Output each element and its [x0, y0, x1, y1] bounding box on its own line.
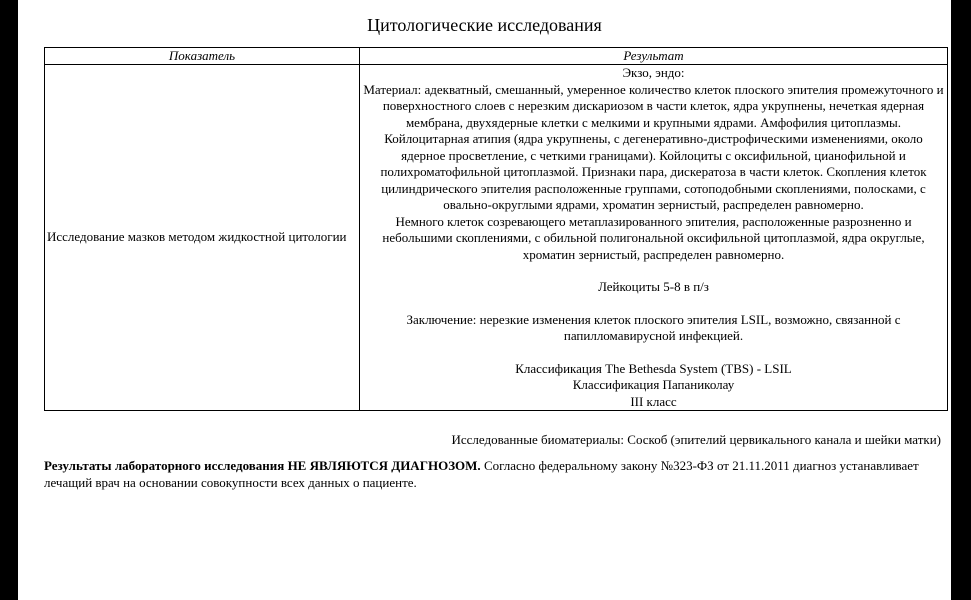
result-metaplasia: Немного клеток созревающего метаплазированного эпителия, расположенные разрозненно и небольшими скоплениями, с обильной полигональной оксифильной цитоплазмой, ядра округлые, хроматин зернистый, распределен равномерно. [382, 213, 925, 262]
results-table [44, 47, 948, 411]
result-classification-tbs: Классификация The Bethesda System (TBS) - LSIL [515, 360, 792, 376]
table-header-row [45, 48, 948, 65]
header-indicator: Показатель [45, 48, 360, 65]
page-title: Цитологические исследования [367, 15, 602, 35]
document-page [18, 0, 951, 600]
biomaterial-note: Исследованные биоматериалы: Соскоб (эпителий цервикального канала и шейки матки) [451, 432, 941, 447]
disclaimer-bold: Результаты лабораторного исследования НЕ ЯВЛЯЮТСЯ ДИАГНОЗОМ. [44, 458, 481, 473]
result-pap-class: III класс [630, 393, 677, 409]
result-cell [360, 65, 948, 411]
indicator-cell: Исследование мазков методом жидкостной цитологии [45, 65, 360, 411]
disclaimer [44, 457, 954, 491]
result-conclusion: Заключение: нерезкие изменения клеток плоского эпителия LSIL, возможно, связанной с папилломавирусной инфекцией. [406, 311, 901, 343]
result-classification-pap: Классификация Папаниколау [572, 377, 735, 392]
result-leukocytes: Лейкоциты 5-8 в п/з [598, 279, 709, 294]
disclaimer-text: Согласно федеральному закону №323-ФЗ от 21.11.2011 диагноз устанавливает лечащий врач на основании совокупности всех данных о пациенте. [44, 458, 919, 490]
table-row [45, 65, 948, 411]
header-result: Результат [360, 48, 948, 65]
result-sample-site: Экзо, эндо: [622, 65, 685, 80]
result-material: Материал: адекватный, смешанный, умеренное количество клеток плоского эпителия промежуточного и поверхностного слоев с нерезким дискариозом в части клеток, ядра укрупнены, нечеткая ядерная мембрана, двухядерные клетки с мелкими и крупными ядрами. Амфофилия цитоплазмы. Койлоцитарная атипия (ядра укрупнены, с дегенеративно-дистрофическими изменениями, около ядерное просветление, с четкими границами). Койлоциты с оксифильной, цианофильной и полихроматофильной цитоплазмой. Признаки пара, дискератоза в части клеток. Скопления клеток цилиндрического эпителия расположенные группами, сотоподобными скоплениями, полосками, с овально-округлыми ядрами, хроматин зернистый, распределен равномерно. [363, 81, 944, 212]
